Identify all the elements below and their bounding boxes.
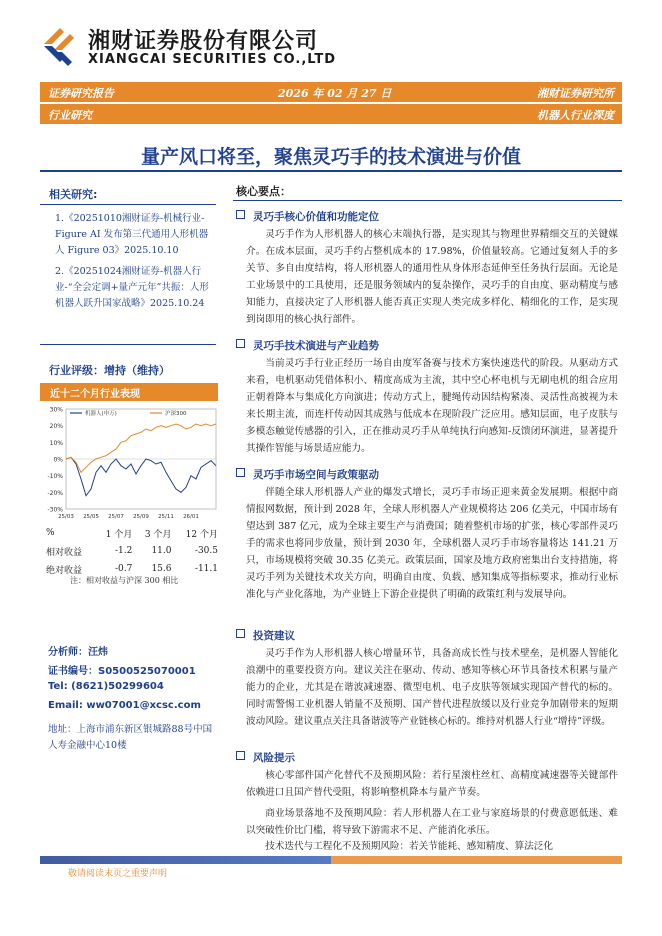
section-paragraph: 伴随全球人形机器人产业的爆发式增长，灵巧手市场正迎来黄金发展期。根据中商情报网数据，预计到 2028 年，全球人形机器人产业规模将达 206 亿美元，中国市场有望达到 387 亿元，成为全球主要生产与消费国；随着整机市场的扩张，核心零部件灵巧手的需求也将同步放量，预计到 2030 年，全球机器人灵巧手市场容量将达 141.21 万只，市场规模将突破 30.35 亿美元。政策层面，国家及地方政府密集出台支持措施，将灵巧手列为关键技术攻关方向，明确自由度、负载、感知集成等指标要求，推动行业标准化与产业化落地，为产业链上下游企业提供了明确的政策红利与发展导向。 [246,487,618,600]
perf-note: 注：相对收益与沪深 300 相比 [70,576,179,585]
table-header-cell: % [46,528,55,538]
x-tick-label: 25/03 [58,514,74,520]
y-tick-label: -20% [47,489,63,497]
x-tick-label: 25/11 [158,514,174,520]
related-item[interactable]: 2.《20251024湘财证券-机器人行业-“全会定调+量产元年”共振：人形机器人跃升国家战略》2025.10.24 [55,266,209,309]
header-band-bottom [40,104,622,124]
report-type: 证券研究报告 [48,87,114,100]
title-divider [40,170,622,172]
report-subcategory: 机器人行业深度 [537,109,614,122]
y-tick-label: -10% [47,473,63,481]
table-header-cell: 1 个月 [105,529,133,540]
x-tick-label: 25/05 [83,514,99,520]
table-cell: -11.1 [194,564,218,574]
table-cell: 绝对收益 [46,565,83,576]
y-tick-label: 0% [53,456,63,464]
section-paragraph: 灵巧手作为人形机器人的核心末端执行器，是实现其与物理世界精细交互的关键媒介。在成本层面，灵巧手约占整机成本的 17.98%，价值量较高。它通过复刻人手的多关节、多自由度结构，将人形机器人的通用性从身体形态延伸至任务执行层面。无论是工业场景中的工具使用，还是服务领域内的复杂操作，灵巧手的自由度、驱动精度与感知能力，直接决定了人形机器人能否真正实现人类完成多样化、精细化的工作，是实现到岗即用的核心执行部件。 [246,229,618,325]
table-cell: 15.6 [151,564,172,574]
perf-heading: 近十二个月行业表现 [50,389,140,400]
table-cell: -1.2 [114,546,133,556]
company-logo-icon [40,20,82,70]
table-cell: 11.0 [151,546,172,556]
table-cell: -0.7 [114,564,133,574]
header-band-top [40,82,622,102]
analyst-name: 分析师：汪炜 [48,647,108,658]
analyst-email[interactable]: Email: ww07001@xcsc.com [48,700,201,711]
report-category: 行业研究 [48,109,92,122]
section-heading-tech: 灵巧手技术演进与产业趋势 [236,338,379,353]
section-paragraph: 灵巧手作为人形机器人核心增量环节，具备高成长性与技术壁垒，是机器人智能化浪潮中的重要投资方向。建议关注在驱动、传动、感知等核心环节具备技术积累与量产能力的企业，尤其是在谐波减速器、微型电机、电子皮肤等领域实现国产替代的标的。同时需警惕工业机器人销量不及预期、国产替代进程放缓以及行业竞争加剧带来的短期波动风险。建议重点关注具备谐波等产业链核心标的。维持对机器人行业“增持”评级。 [246,648,618,727]
analyst-tel: Tel: (8621)50299604 [48,681,164,692]
y-tick-label: 20% [49,423,63,431]
core-divider [233,200,622,201]
legend-label: 机器人(申万) [85,411,117,417]
institute-name: 湘财证券研究所 [537,87,614,100]
perf-heading-band [40,383,218,401]
company-name-en: XIANGCAI SECURITIES CO.,LTD [88,52,337,67]
checkbox-bullet-icon [236,210,245,219]
x-tick-label: 26/01 [183,514,199,520]
legend-label: 沪深300 [165,411,187,417]
y-tick-label: 10% [49,439,63,447]
performance-chart [40,403,222,525]
related-item[interactable]: 1.《20251010湘财证券-机械行业-Figure AI 发布第三代通用人形机器人 Figure 03》2025.10.10 [55,213,209,256]
section-paragraph: 商业场景落地不及预期风险：若人形机器人在工业与家庭场景的付费意愿低迷、难以突破性价比门槛，将导致下游需求不足、产能消化承压。 [246,808,618,836]
section-heading-invest: 投资建议 [236,628,295,643]
table-header-row [44,524,220,542]
section-heading-risk: 风险提示 [236,750,295,765]
checkbox-bullet-icon [236,751,245,760]
related-divider [40,204,216,205]
section-heading-value: 灵巧手核心价值和功能定位 [236,209,379,224]
x-tick-label: 25/09 [133,514,149,520]
footer-rule [40,856,622,864]
table-header-cell: 3 个月 [144,529,172,540]
analyst-cert: 证书编号：S0500525070001 [48,666,196,677]
company-address: 地址：上海市浦东新区银城路88号中国人寿金融中心10楼 [48,724,213,751]
checkbox-bullet-icon [236,468,245,477]
x-tick-label: 25/07 [108,514,124,520]
page-title: 量产风口将至，聚焦灵巧手的技术演进与价值 [140,146,521,168]
related-bottom-divider [40,344,216,345]
y-tick-label: -30% [47,506,63,514]
checkbox-bullet-icon [236,339,245,348]
checkbox-bullet-icon [236,629,245,638]
company-name-cn: 湘财证券股份有限公司 [88,29,319,54]
section-paragraph: 当前灵巧手行业正经历一场自由度军备赛与技术方案快速迭代的阶段。从驱动方式来看，电机驱动凭借体积小、精度高成为主流，其中空心杯电机与无刷电机的组合应用正朝着降本与集成化方向演进；传动方式上，腱绳传动因结构紧凑、灵活性高被视为未来长期主流，而连杆传动因其成熟与低成本在现阶段广泛应用。感知层面，电子皮肤与多模态触觉传感器的引入，正在推动灵巧手从单纯执行向感知-反馈闭环演进，显著提升其操作智能与场景适应能力。 [246,358,618,454]
y-tick-label: 30% [49,406,63,414]
industry-rating: 行业评级：增持（维持） [49,364,170,377]
section-heading-market: 灵巧手市场空间与政策驱动 [236,467,379,482]
performance-table [44,524,220,578]
table-row [44,542,220,560]
table-cell: 相对收益 [46,547,83,558]
footer-disclaimer[interactable]: 敬请阅读末页之重要声明 [68,869,168,879]
related-heading: 相关研究: [49,188,98,201]
report-date: 2026 年 02 月 27 日 [278,87,392,100]
series-line-robot [66,457,216,495]
table-cell: -30.5 [194,546,218,556]
section-paragraph: 技术迭代与工程化不及预期风险：若关节能耗、感知精度、算法泛化 [265,841,553,852]
table-header-cell: 12 个月 [185,529,218,540]
section-paragraph: 核心零部件国产化替代不及预期风险：若行星滚柱丝杠、高精度减速器等关键部件依赖进口且国产替代受阻，将影响整机降本与量产节奏。 [246,770,618,798]
core-points-heading: 核心要点： [236,185,291,198]
